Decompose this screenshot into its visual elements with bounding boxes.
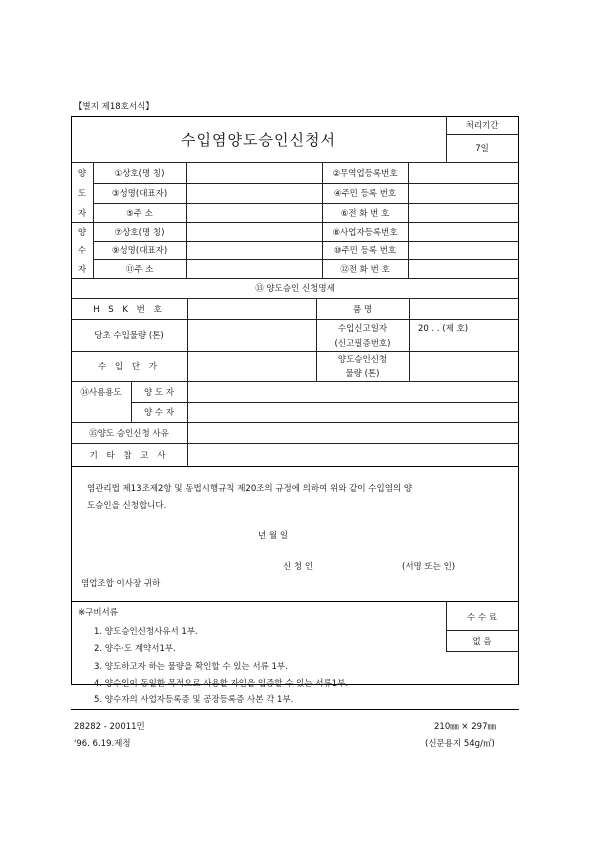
import-unit-price-field[interactable] — [188, 352, 316, 380]
transferee-address-label: ⑪주 소 — [125, 264, 154, 275]
footer-paper-size: 210㎜ × 297㎜ — [434, 721, 496, 732]
approval-reason-field[interactable] — [188, 423, 518, 442]
required-document-item: 1. 양도승인신청사유서 1부. — [94, 626, 198, 637]
transferee-address-field[interactable] — [187, 260, 322, 277]
transferee-name-label: ⑨성명(대표자) — [111, 246, 168, 256]
form-number-label: 【별지 제18호서식】 — [74, 102, 154, 112]
applicant-label: 신 청 인 — [283, 562, 314, 572]
transferee-company-label: ⑦상호(명 칭) — [114, 227, 165, 238]
initial-import-qty-field[interactable] — [188, 320, 316, 350]
usage-transferor-field[interactable] — [188, 382, 518, 401]
transferor-side-char: 도 — [77, 189, 87, 199]
required-document-item: 3. 양도하고자 하는 물량을 확인할 수 있는 서류 1부. — [94, 661, 288, 672]
transferor-trade-reg-field[interactable] — [409, 163, 518, 182]
transferor-name-label: ③성명(대표자) — [111, 189, 168, 199]
transferor-phone-label: ⑥전 화 번 호 — [340, 208, 390, 219]
fee-value: 없 음 — [472, 637, 492, 647]
transferor-company-label: ①상호(명 칭) — [114, 168, 165, 179]
transferor-address-label: ⑤주 소 — [126, 208, 153, 219]
approval-qty-unit-label: 물량 (톤) — [345, 369, 380, 379]
approval-reason-label: ⑮양도 승인신청 사유 — [89, 428, 169, 439]
transferee-phone-label: ⑫전 화 번 호 — [340, 264, 390, 275]
hsk-number-field[interactable] — [188, 299, 316, 318]
transferee-id-label: ⑩주민 등록 번호 — [333, 246, 397, 256]
transferee-side-char: 수 — [77, 246, 87, 256]
footer-enacted-date: '96. 6.19.제정 — [74, 738, 131, 749]
bottom-rule — [71, 709, 519, 710]
transferee-id-field[interactable] — [409, 242, 518, 258]
import-unit-price-label: 수 입 단 가 — [98, 362, 160, 372]
signature-label[interactable]: (서명 또는 인) — [402, 562, 456, 572]
declaration-text-line1: 염관리법 제13조제2항 및 동법시행규칙 제20조의 규정에 의하여 위와 같이 수입염의 양 — [87, 484, 413, 494]
transferee-business-reg-label: ⑧사업자등록번호 — [332, 227, 398, 238]
transferor-side-char: 자 — [77, 208, 87, 219]
product-name-field[interactable] — [410, 299, 518, 318]
required-documents-header: ※구비서류 — [78, 607, 118, 618]
transferor-id-field[interactable] — [409, 184, 518, 202]
transferee-phone-field[interactable] — [409, 260, 518, 277]
transferor-name-field[interactable] — [187, 184, 322, 202]
declaration-text-line2: 도승인을 신청합니다. — [87, 501, 167, 511]
other-reference-label: 기 타 참 고 사 — [89, 450, 169, 461]
transferee-side-char: 양 — [77, 227, 87, 238]
transferor-address-field[interactable] — [187, 204, 322, 221]
transferee-side-char: 자 — [77, 264, 87, 275]
details-section-header: ⑬ 양도승인 신청명세 — [255, 284, 335, 294]
usage-transferee-label: 양 수 자 — [143, 408, 175, 418]
usage-label: ⑭사용용도 — [80, 387, 122, 398]
import-date-value[interactable]: 20 . . (제 호) — [418, 324, 469, 334]
transferor-trade-reg-label: ②무역업등록번호 — [332, 168, 398, 179]
product-name-label: 품 명 — [352, 304, 373, 315]
other-reference-field[interactable] — [188, 444, 518, 465]
required-document-item: 4. 양수인이 동일한 목적으로 사용할 자임을 입증할 수 있는 서류1부. — [94, 678, 349, 689]
approval-qty-field[interactable] — [410, 352, 518, 380]
import-date-label: 수입신고일자 — [337, 323, 388, 334]
required-document-item: 5. 양수자의 사업자등록증 및 공장등록증 사본 각 1부. — [94, 694, 294, 705]
transferor-company-field[interactable] — [187, 163, 322, 182]
transferor-side-char: 양 — [77, 168, 87, 179]
footer-paper-type: (신문용지 54g/㎡) — [425, 738, 495, 749]
usage-transferor-label: 양 도 자 — [143, 387, 175, 398]
transferee-business-reg-field[interactable] — [409, 223, 518, 240]
usage-transferee-field[interactable] — [188, 403, 518, 421]
declaration-cert-label: (신고필증번호) — [334, 338, 391, 349]
application-date[interactable]: 년 월 일 — [258, 531, 289, 541]
approval-qty-label: 양도승인신청 — [337, 355, 388, 365]
processing-period-value: 7일 — [475, 144, 489, 154]
fee-label: 수 수 료 — [466, 613, 498, 623]
addressee: 염업조합 이사장 귀하 — [81, 579, 161, 589]
transferor-id-label: ④주민 등록 번호 — [333, 189, 397, 199]
transferee-name-field[interactable] — [187, 242, 322, 258]
required-document-item: 2. 양수·도 계약서1부. — [94, 643, 176, 654]
form-title: 수입염양도승인신청서 — [181, 130, 336, 149]
hsk-number-label: H S K 번 호 — [93, 304, 165, 315]
footer-code: 28282 - 20011민 — [74, 721, 145, 732]
transferee-company-field[interactable] — [187, 223, 322, 240]
processing-period-label: 처리기간 — [465, 121, 499, 131]
transferor-phone-field[interactable] — [409, 204, 518, 221]
initial-import-qty-label: 당초 수입물량 (톤) — [94, 331, 164, 341]
